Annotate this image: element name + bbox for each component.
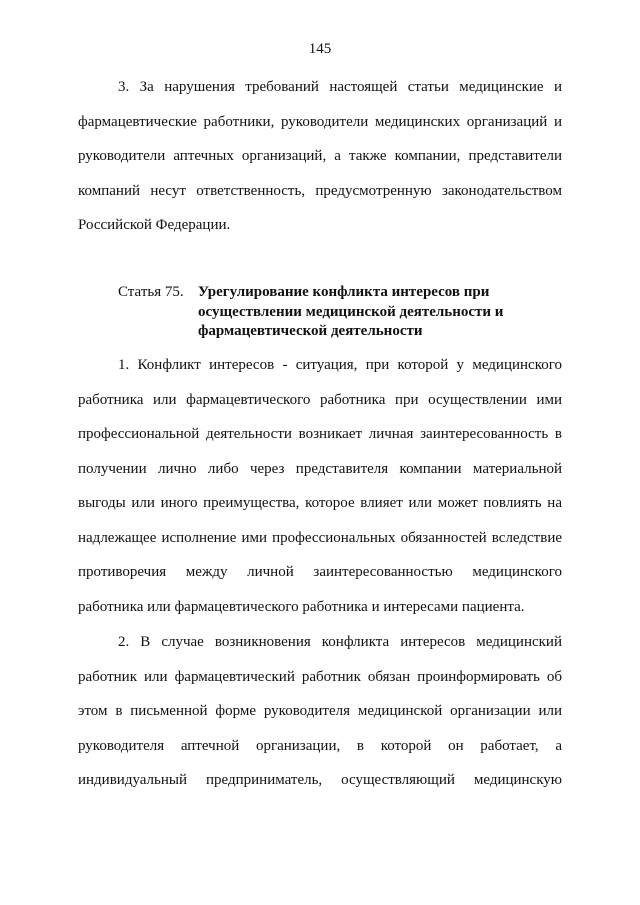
text-line: работник или фармацевтический работник обязан проинформировать об xyxy=(78,668,562,685)
text-line: руководители аптечных организаций, а также компании, представители xyxy=(78,148,562,164)
text-line: 3. За нарушения требований настоящей статьи медицинские и xyxy=(118,79,562,95)
text-line: профессиональной деятельности возникает личная заинтересованность в xyxy=(78,426,562,442)
text-line: противоречия между личной заинтересованностью медицинского xyxy=(78,564,562,580)
text-line: получении лично либо через представителя компании материальной xyxy=(78,460,562,477)
article-title-line: осуществлении медицинской деятельности и xyxy=(198,303,504,320)
text-line: Российской Федерации. xyxy=(78,217,231,233)
page-number: 145 xyxy=(308,41,332,57)
article-title-line: фармацевтической деятельности xyxy=(198,323,423,339)
text-line: этом в письменной форме руководителя медицинской организации или xyxy=(78,703,562,719)
text-line: работника или фармацевтического работника и интересами пациента. xyxy=(78,598,525,615)
text-line: надлежащее исполнение ими профессиональных обязанностей вследствие xyxy=(78,529,562,546)
article-title-line: Урегулирование конфликта интересов при xyxy=(198,284,490,300)
article-label: Статья 75. xyxy=(118,284,184,300)
paragraph-clause-2 xyxy=(78,625,562,798)
text-line: 2. В случае возникновения конфликта интересов медицинский xyxy=(118,634,562,650)
text-line: работника или фармацевтического работника при осуществлении ими xyxy=(78,391,562,408)
text-line: выгоды или иного преимущества, которое влияет или может повлиять на xyxy=(78,495,562,511)
paragraph-section-3 xyxy=(78,70,562,243)
article-title xyxy=(198,283,538,342)
paragraph-clause-1 xyxy=(78,348,562,624)
text-line: фармацевтические работники, руководители медицинских организаций и xyxy=(78,113,562,130)
text-line: руководителя аптечной организации, в которой он работает, а xyxy=(78,737,562,754)
text-line: индивидуальный предприниматель, осуществляющий медицинскую xyxy=(78,772,562,788)
text-line: 1. Конфликт интересов - ситуация, при которой у медицинского xyxy=(118,357,562,373)
text-line: компаний несут ответственность, предусмотренную законодательством xyxy=(78,182,562,199)
